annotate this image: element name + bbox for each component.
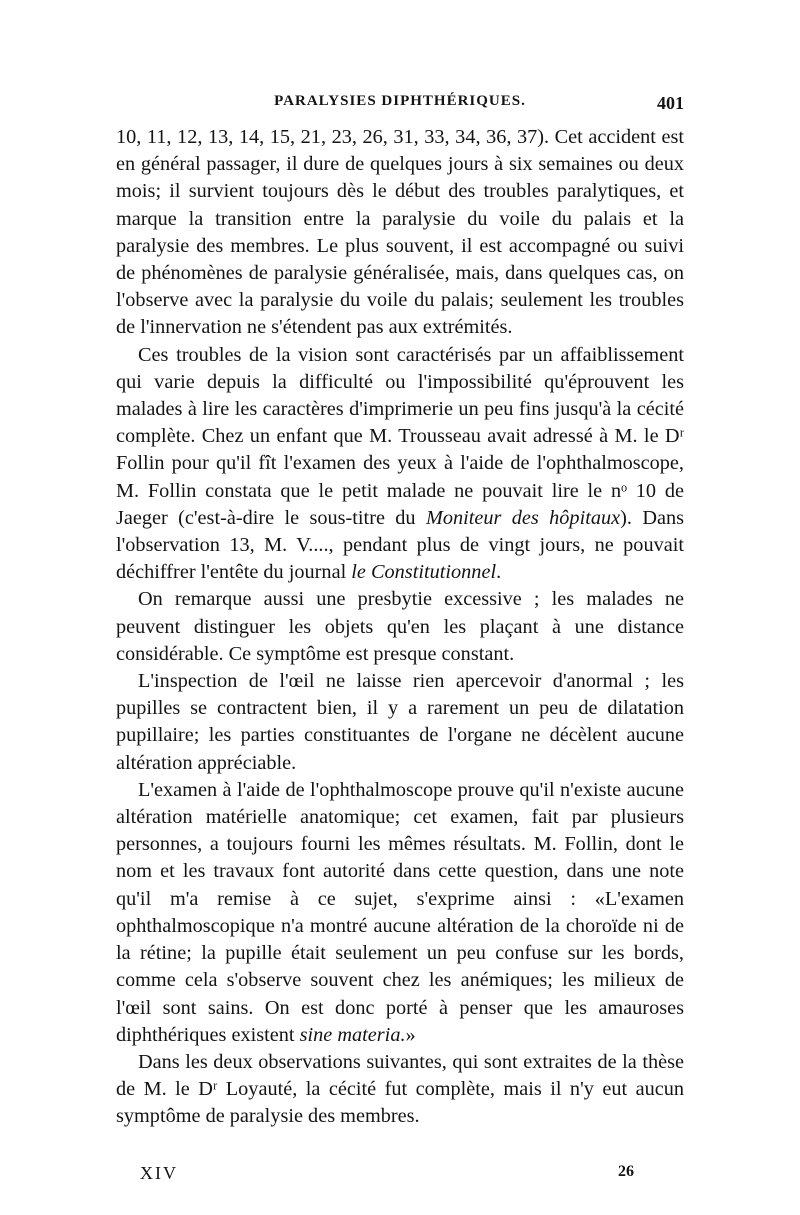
paragraph-2-text-b: ). Dans l'observation 13, M. V...., pendant plus de vingt jours, ne pouvait déchiffrer l'entête du journal	[116, 506, 684, 584]
signature-mark: XIV	[140, 1163, 178, 1183]
page-number: 401	[657, 93, 684, 113]
paragraph-5-text-b: »	[405, 1023, 416, 1046]
paragraph-6: Dans les deux observations suivantes, qui sont extraites de la thèse de M. le Dʳ Loyauté, la cécité fut complète, mais il n'y eut aucun symptôme de paralysie des membres.	[116, 1050, 684, 1128]
paragraph-5-text-a: L'examen à l'aide de l'ophthalmoscope prouve qu'il n'existe aucune altération matérielle anatomique; cet examen, fait par plusieurs personnes, a toujours fourni les mêmes résultats. M. Follin, dont le nom et les travaux font autorité dans cette question, dans une note qu'il m'a remise à ce sujet, s'exprime ainsi : «L'examen ophthalmoscopique n'a montré aucune altération de la choroïde ni de la rétine; la pupille était seulement un peu confuse sur les bords, comme cela s'observe souvent chez les anémiques; les milieux de l'œil sont sains. On est donc porté à penser que les amauroses diphthériques existent	[116, 778, 684, 1046]
body-text	[116, 124, 684, 1131]
paragraph-5	[116, 777, 684, 1049]
sheet-number: 26	[618, 1163, 634, 1180]
latin-phrase: sine materia.	[299, 1023, 406, 1046]
paragraph-1: 10, 11, 12, 13, 14, 15, 21, 23, 26, 31, 33, 34, 36, 37). Cet accident est en général passager, il dure de quelques jours à six semaines ou deux mois; il survient toujours dès le début des troubles paralytiques, et marque la transition entre la paralysie du voile du palais et la paralysie des membres. Le plus souvent, il est accompagné ou suivi de phénomènes de paralysie généralisée, mais, dans quelques cas, on l'observe avec la paralysie du voile du palais; seulement les troubles de l'innervation ne s'étendent pas aux extrémités.	[116, 126, 684, 339]
running-title: PARALYSIES DIPHTHÉRIQUES.	[274, 93, 526, 109]
running-head	[116, 93, 684, 117]
paragraph-4: L'inspection de l'œil ne laisse rien apercevoir d'anormal ; les pupilles se contractent bien, il y a rarement un peu de dilatation pupillaire; les parties constituantes de l'organe ne décèlent aucune altération appréciable.	[116, 670, 684, 774]
footer-line	[140, 1163, 684, 1187]
paragraph-2	[116, 342, 684, 587]
paragraph-2-text-a: Ces troubles de la vision sont caractérisés par un affaiblissement qui varie depuis la difficulté ou l'impossibilité qu'éprouvent les malades à lire les caractères d'imprimerie un peu fins jusqu'à la cécité complète. Chez un enfant que M. Trousseau avait adressé à M. le Dʳ Follin pour qu'il fît l'examen des yeux à l'aide de l'ophthalmoscope, M. Follin constata que le petit malade ne pouvait lire le nᵒ 10 de Jaeger (c'est-à-dire le sous-titre du	[116, 343, 684, 529]
newspaper-title-moniteur: Moniteur des hôpitaux	[425, 506, 621, 529]
newspaper-title-constitutionnel: le Constitutionnel	[351, 561, 497, 584]
paragraph-3: On remarque aussi une presbytie excessive ; les malades ne peuvent distinguer les objets qu'en les plaçant à une distance considérable. Ce symptôme est presque constant.	[116, 588, 684, 665]
paragraph-2-text-c: .	[496, 561, 502, 584]
